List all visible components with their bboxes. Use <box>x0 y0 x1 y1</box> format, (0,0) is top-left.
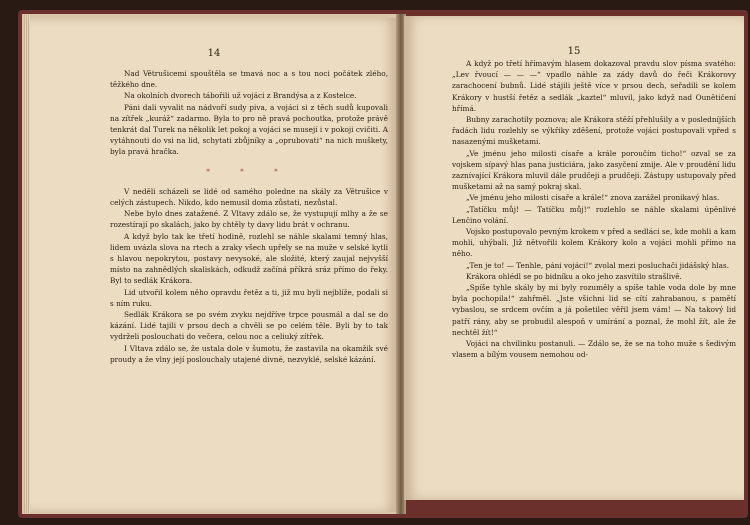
paragraph: „Tatíčku můj! — Tatíčku můj!“ rozlehlo se náhle skalami úpěnlivé Lenčino volání. <box>452 204 736 225</box>
paragraph: Vojáci na chvilinku postanuli. — Zdálo se, že se na toho muže s šedivým vlasem a bílým vousem nemohou od- <box>452 339 736 360</box>
paragraph: Lid utvořil kolem něho opravdu řetěz a ti, již mu byli nejblíže, podali si s ním ruku. <box>110 287 388 308</box>
right-page-number: 15 <box>567 46 581 57</box>
paragraph: „Spíše tyhle skály by mi byly rozuměly a spíše tahle voda dole by mne byla pochopila!“ zahřměl. „Jste všichni lid se cítí zahrabanou, s pamětí vybaslou, se srdcem ovčím a já pošetilec věřil jsem vám! — Na takový lid patří rány, aby se probudil alespoň v umírání a poznal, že mohl žít, ale že nechtěl žít!“ <box>452 283 736 337</box>
paragraph: Nebe bylo dnes zatažené. Z Vltavy zdálo se, že vystupují mlhy a že se rozestírají po skalách, jako by chtěly ty davy lidu brát v ochranu. <box>110 209 388 230</box>
left-page-text <box>110 68 388 365</box>
section-separator: * * * <box>206 166 292 176</box>
right-page-text <box>452 58 736 360</box>
paragraph: Na okolních dvorech tábořili už vojáci z Brandýsa a z Kostelce. <box>124 91 357 101</box>
paragraph: Krákora ohlédl se po bidníku a oko jeho zasvítilo strašlivě. <box>466 271 682 281</box>
paragraph: I Vltava zdálo se, že ustala dole v šumotu, že zastavila na okamžik své proudy a že vlny její poslouchaly utajené divné, nezvyklé, selské kázání. <box>110 343 388 364</box>
paragraph: „Ten je to! — Tenhle, páni vojáci!“ zvolal mezi posluchači jidášský hlas. <box>466 260 730 270</box>
paragraph: Sedlák Krákora se po svém zvyku nejdříve trpce pousmál a dal se do kázání. Lidé tajili v prsou dech a chvěli se po celém těle. Byli by to tak vydrželi poslouchati do večera, celou noc a celiuký zítřek. <box>110 310 388 342</box>
paragraph: Vojsko postupovalo pevným krokem v před a sedláci se, kde mohli a kam mohli, uhýbali. Již nětvořili kolem Krákory kolo a vojáci mohli přímo na něho. <box>452 227 736 259</box>
paragraph: Páni dali vyvalit na nádvoří sudy piva, a vojáci si z těch sudů kupovali na zítřek „kuráž“ zadarmo. Byla to pro ně pravá pochoutka, protože právě tenkrát dal Turek na několik let pokoj a vojáci se musejí i v pokoji cvičiti. A vytáhnouti do vsi na lid, schytati zbůjníky a „oprubovati“ na nich muškety, byla pravá hračka. <box>110 102 388 157</box>
paragraph: „Ve jménu jeho milosti císaře a krále!“ znova zarážel pronikavý hlas. <box>466 193 720 203</box>
paragraph: „Ve jménu jeho milosti císaře a krále poroučím ticho!“ ozval se za vojskem sípavý hlas pana justiciára, jako zasyčení zmije. Ale v proudění lidu zaznívající Krákora mluvil dále prudčeji a prudčeji. Zástupy ustupovaly před mušketami až na samý pokraj skal. <box>452 148 736 192</box>
left-page <box>30 18 398 512</box>
left-page-number: 14 <box>207 48 221 59</box>
paragraph: A když po třetí hřímavým hlasem dokazoval pravdu slov písma svatého: „Lev řvoucí — — —“ vpadlo náhle za zády davů do řeči Krákorovy zarachocení bubnů. Lidé stájili ještě více v prsou dech, seřadili se kolem Krákory v hustší řetěz a sedlák „kaztel“ mluvil, jako když nad Ounětičení hřímá. <box>452 59 736 113</box>
paragraph: V neděli scházeli se lidé od samého poledne na skály za Větrušice v celých zástupech. Nikdo, kdo nemusil doma zůstati, nezůstal. <box>110 186 388 208</box>
right-page <box>404 16 744 500</box>
paragraph: Nad Větrušicemi spouštěla se tmavá noc a s tou noci počátek zlého, těžkého dne. <box>110 69 388 90</box>
paragraph: Bubny zarachotily poznova; ale Krákora stěží přehlušily a v posledníjších řadách lidu rozlehly se výkřiky zděšení, protože vojáci postupovali vpřed s nasazenými mušketami. <box>452 115 736 147</box>
paragraph: A když bylo tak ke třetí hodině, rozlehl se náhle skalami temný hlas, lidem uvázla slova na rtech a zraky všech upřely se na muže v selské kytli s hlavou nepokrytou, postavy nevysoké, ale složité, který zaujal nejvyšší místo na zahnědlých skaliskách, odkudž začíná příkrá sráz přímo do řeky. Byl to sedlák Krákora. <box>110 231 388 286</box>
